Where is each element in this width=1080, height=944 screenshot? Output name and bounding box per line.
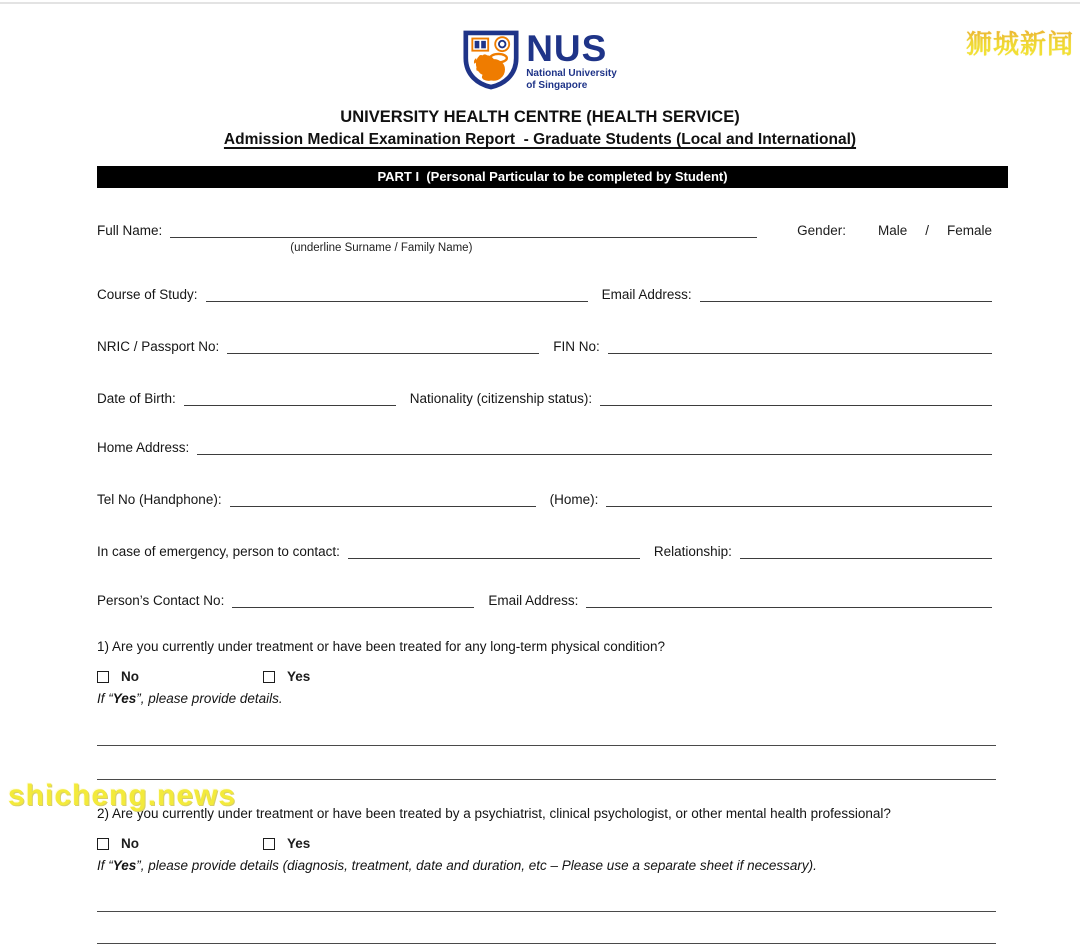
full-name-label: Full Name:	[97, 223, 163, 238]
page-subtitle: Admission Medical Examination Report - Graduate Students (Local and International)	[223, 131, 857, 148]
tel-home-label: (Home):	[549, 492, 599, 507]
question-1-options	[97, 669, 1008, 684]
nus-logo-text	[526, 30, 617, 91]
dob-field[interactable]	[184, 405, 396, 406]
nus-logo	[0, 30, 1080, 91]
question-1-yes-label: Yes	[287, 669, 311, 684]
gender-label: Gender:	[797, 223, 846, 238]
email-label: Email Address:	[601, 287, 692, 302]
top-divider	[0, 2, 1080, 4]
question-2-yes-checkbox[interactable]	[263, 838, 275, 850]
watermark-bottom-left: shicheng.news	[8, 779, 237, 812]
nationality-field[interactable]	[600, 405, 992, 406]
row-home-address	[97, 440, 992, 455]
course-field[interactable]	[206, 301, 588, 302]
question-1-answer-line-1[interactable]	[97, 745, 996, 746]
question-2-no-option	[97, 836, 263, 851]
email-field[interactable]	[700, 301, 992, 302]
course-label: Course of Study:	[97, 287, 198, 302]
row-telephones	[97, 492, 992, 507]
relationship-label: Relationship:	[653, 544, 732, 559]
question-2-no-checkbox[interactable]	[97, 838, 109, 850]
email2-field[interactable]	[586, 607, 992, 608]
question-2-note: If “Yes”, please provide details (diagnosis, treatment, date and duration, etc – Please use a separate sheet if necessary).	[97, 858, 817, 873]
nus-logo-subtitle: National University of Singapore	[526, 68, 617, 91]
question-1-text: 1) Are you currently under treatment or have been treated for any long-term physical condition?	[97, 639, 666, 654]
nus-acronym: NUS	[526, 28, 608, 69]
question-1-no-checkbox[interactable]	[97, 671, 109, 683]
row-nric-fin	[97, 339, 992, 354]
question-2-yes-option	[263, 836, 310, 851]
gender-option-female[interactable]: Female	[946, 223, 992, 238]
watermark-top-right: 狮城新闻	[966, 24, 1074, 61]
dob-label: Date of Birth:	[97, 391, 176, 406]
question-1-yes-checkbox[interactable]	[263, 671, 275, 683]
part1-header-bar: PART I (Personal Particular to be completed by Student)	[97, 166, 1008, 188]
full-name-hint: (underline Surname / Family Name)	[290, 242, 473, 254]
tel-handphone-label: Tel No (Handphone):	[97, 492, 222, 507]
person-contact-field[interactable]	[232, 607, 474, 608]
gender-separator: /	[925, 223, 929, 238]
home-address-label: Home Address:	[97, 440, 190, 455]
row-course-email	[97, 287, 992, 302]
tel-handphone-field[interactable]	[230, 506, 536, 507]
gender-group	[797, 223, 992, 238]
question-2-text: 2) Are you currently under treatment or have been treated by a psychiatrist, clinical psychologist, or other mental health professional?	[97, 806, 891, 821]
row-full-name	[97, 223, 992, 254]
row-dob-nationality	[97, 391, 992, 406]
nationality-label: Nationality (citizenship status):	[409, 391, 593, 406]
page-title: UNIVERSITY HEALTH CENTRE (HEALTH SERVICE)	[340, 108, 740, 126]
nric-label: NRIC / Passport No:	[97, 339, 220, 354]
part1-section	[97, 166, 1008, 944]
question-2-options	[97, 836, 1008, 851]
question-1-no-label: No	[121, 669, 139, 684]
question-2-yes-label: Yes	[287, 836, 311, 851]
nus-crest-icon	[463, 30, 519, 90]
gender-option-male[interactable]: Male	[877, 223, 908, 238]
question-1-yes-option	[263, 669, 310, 684]
question-2-answer-line-1[interactable]	[97, 911, 996, 912]
relationship-field[interactable]	[740, 558, 992, 559]
home-address-field[interactable]	[197, 454, 992, 455]
fin-label: FIN No:	[553, 339, 600, 354]
emergency-contact-field[interactable]	[348, 558, 640, 559]
question-1-note: If “Yes”, please provide details.	[97, 691, 283, 706]
question-2-no-label: No	[121, 836, 139, 851]
full-name-field[interactable]	[170, 237, 757, 254]
row-person-contact	[97, 593, 992, 608]
emergency-contact-label: In case of emergency, person to contact:	[97, 544, 340, 559]
question-1-no-option	[97, 669, 263, 684]
fin-field[interactable]	[608, 353, 992, 354]
tel-home-field[interactable]	[606, 506, 992, 507]
nric-field[interactable]	[227, 353, 539, 354]
person-contact-label: Person’s Contact No:	[97, 593, 225, 608]
row-emergency	[97, 544, 992, 559]
email2-label: Email Address:	[488, 593, 579, 608]
